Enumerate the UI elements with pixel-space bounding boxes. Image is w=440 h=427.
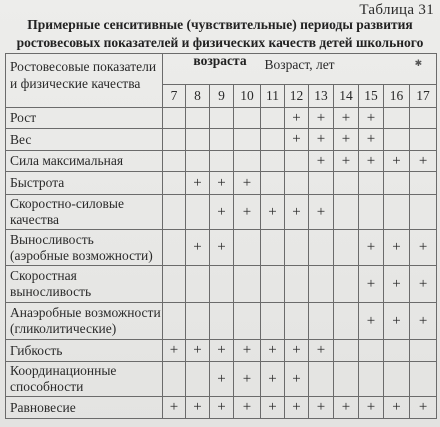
plus-mark-cell: + <box>359 108 384 129</box>
plus-mark-cell: + <box>410 303 437 340</box>
empty-cell <box>410 108 437 129</box>
empty-cell <box>285 266 309 303</box>
row-label-line: Равновесие <box>10 399 76 415</box>
plus-mark-cell: + <box>210 362 234 397</box>
age-header-cell: 9 <box>210 85 234 108</box>
plus-mark-cell: + <box>261 340 285 362</box>
empty-cell <box>163 172 186 195</box>
empty-cell <box>334 230 359 266</box>
plus-mark-cell: + <box>261 195 285 230</box>
plus-mark-cell: + <box>309 195 334 230</box>
plus-mark-cell: + <box>384 303 410 340</box>
plus-mark-cell: + <box>359 129 384 151</box>
empty-cell <box>334 362 359 397</box>
empty-cell <box>186 151 210 172</box>
empty-cell <box>309 303 334 340</box>
empty-cell <box>261 108 285 129</box>
empty-cell <box>359 195 384 230</box>
empty-cell <box>234 303 261 340</box>
age-header-cell: 7 <box>163 85 186 108</box>
plus-mark-cell: + <box>384 397 410 419</box>
row-label <box>6 397 163 419</box>
table-row <box>6 340 437 362</box>
empty-cell <box>163 108 186 129</box>
row-label <box>6 303 163 340</box>
empty-cell <box>309 230 334 266</box>
empty-cell <box>261 266 285 303</box>
plus-mark-cell: + <box>410 230 437 266</box>
empty-cell <box>384 362 410 397</box>
empty-cell <box>359 362 384 397</box>
plus-mark-cell: + <box>309 340 334 362</box>
plus-mark-cell: + <box>285 195 309 230</box>
plus-mark-cell: + <box>234 195 261 230</box>
plus-mark-cell: + <box>410 397 437 419</box>
empty-cell <box>210 108 234 129</box>
empty-cell <box>410 340 437 362</box>
plus-mark-cell: + <box>210 195 234 230</box>
empty-cell <box>309 172 334 195</box>
empty-cell <box>410 195 437 230</box>
plus-mark-cell: + <box>384 266 410 303</box>
empty-cell <box>384 108 410 129</box>
empty-cell <box>334 266 359 303</box>
row-label-line: Выносливость <box>10 231 94 247</box>
row-label <box>6 266 163 303</box>
header-label-line: и физические качества <box>10 76 141 91</box>
empty-cell <box>186 129 210 151</box>
table-row <box>6 129 437 151</box>
row-label <box>6 108 163 129</box>
empty-cell <box>285 172 309 195</box>
row-label-line: качества <box>10 212 60 227</box>
empty-cell <box>234 151 261 172</box>
empty-cell <box>334 340 359 362</box>
row-label-line: Рост <box>10 110 37 125</box>
plus-mark-cell: + <box>359 151 384 172</box>
table-row <box>6 108 437 129</box>
plus-mark-cell: + <box>261 397 285 419</box>
empty-cell <box>359 172 384 195</box>
plus-mark-cell: + <box>384 230 410 266</box>
plus-mark-cell: + <box>163 340 186 362</box>
plus-mark-cell: + <box>210 230 234 266</box>
plus-mark-cell: + <box>285 397 309 419</box>
row-label-line: (аэробные возможности) <box>10 247 153 263</box>
plus-mark-cell: + <box>334 129 359 151</box>
empty-cell <box>410 129 437 151</box>
row-label <box>6 340 163 362</box>
empty-cell <box>261 129 285 151</box>
row-label <box>6 151 163 172</box>
plus-mark-cell: + <box>163 397 186 419</box>
smudge-mark: ✱ <box>414 58 423 68</box>
empty-cell <box>285 151 309 172</box>
table-row <box>6 151 437 172</box>
row-label <box>6 195 163 230</box>
table-row <box>6 230 437 266</box>
plus-mark-cell: + <box>359 266 384 303</box>
table-row <box>6 172 437 195</box>
plus-mark-cell: + <box>261 362 285 397</box>
plus-mark-cell: + <box>210 397 234 419</box>
plus-mark-cell: + <box>234 340 261 362</box>
empty-cell <box>285 230 309 266</box>
empty-cell <box>410 362 437 397</box>
age-title-text: Возраст, лет <box>264 57 335 72</box>
row-label <box>6 230 163 266</box>
table-body <box>6 108 437 419</box>
empty-cell <box>163 195 186 230</box>
row-label-line: Сила максимальная <box>10 153 124 168</box>
plus-mark-cell: + <box>285 340 309 362</box>
plus-mark-cell: + <box>309 129 334 151</box>
empty-cell <box>309 266 334 303</box>
age-header-cell: 13 <box>309 85 334 108</box>
header-age-title <box>163 54 437 85</box>
empty-cell <box>163 129 186 151</box>
empty-cell <box>261 230 285 266</box>
table-row <box>6 362 437 397</box>
table-row <box>6 397 437 419</box>
empty-cell <box>384 129 410 151</box>
empty-cell <box>163 230 186 266</box>
title-line: Примерные сенситивные (чувствительные) периоды развития <box>27 17 413 32</box>
plus-mark-cell: + <box>285 362 309 397</box>
empty-cell <box>210 266 234 303</box>
header-parameter-column <box>6 54 163 108</box>
empty-cell <box>186 195 210 230</box>
empty-cell <box>186 303 210 340</box>
empty-cell <box>359 340 384 362</box>
row-label-line: способности <box>10 379 84 394</box>
row-label <box>6 129 163 151</box>
empty-cell <box>163 151 186 172</box>
age-header-cell: 17 <box>410 85 437 108</box>
empty-cell <box>334 303 359 340</box>
empty-cell <box>234 108 261 129</box>
row-label-line: выносливость <box>10 284 92 299</box>
empty-cell <box>261 303 285 340</box>
plus-mark-cell: + <box>384 151 410 172</box>
row-label <box>6 172 163 195</box>
table-row <box>6 303 437 340</box>
row-label-line: Гибкость <box>10 342 63 358</box>
empty-cell <box>234 129 261 151</box>
plus-mark-cell: + <box>309 108 334 129</box>
table-row <box>6 266 437 303</box>
empty-cell <box>163 303 186 340</box>
age-header-cell: 12 <box>285 85 309 108</box>
sensitive-periods-table <box>5 53 437 419</box>
plus-mark-cell: + <box>334 108 359 129</box>
header-label-line: Ростовесовые показатели <box>10 59 157 74</box>
row-label-line: (гликолитические) <box>10 321 117 336</box>
empty-cell <box>410 172 437 195</box>
age-header-cell: 16 <box>384 85 410 108</box>
age-header-cell: 14 <box>334 85 359 108</box>
empty-cell <box>234 230 261 266</box>
age-header-cell: 10 <box>234 85 261 108</box>
empty-cell <box>234 266 261 303</box>
row-label <box>6 362 163 397</box>
age-header-cell: 8 <box>186 85 210 108</box>
empty-cell <box>309 362 334 397</box>
plus-mark-cell: + <box>234 362 261 397</box>
plus-mark-cell: + <box>210 340 234 362</box>
plus-mark-cell: + <box>210 172 234 195</box>
empty-cell <box>163 362 186 397</box>
empty-cell <box>384 340 410 362</box>
plus-mark-cell: + <box>309 151 334 172</box>
empty-cell <box>384 195 410 230</box>
empty-cell <box>261 172 285 195</box>
plus-mark-cell: + <box>334 151 359 172</box>
table-number: Таблица 31 <box>359 2 434 18</box>
title-line: ростовесовых показателей и физических качеств детей школьного возраста <box>16 35 424 68</box>
empty-cell <box>210 303 234 340</box>
row-label-line: Скоростно-силовые <box>10 196 124 211</box>
empty-cell <box>186 266 210 303</box>
row-label-line: Координационные <box>10 363 117 378</box>
plus-mark-cell: + <box>334 397 359 419</box>
plus-mark-cell: + <box>309 397 334 419</box>
plus-mark-cell: + <box>234 172 261 195</box>
row-label-line: Вес <box>10 131 32 147</box>
plus-mark-cell: + <box>186 230 210 266</box>
plus-mark-cell: + <box>359 397 384 419</box>
empty-cell <box>384 172 410 195</box>
row-label-line: Анаэробные возможности <box>10 305 161 320</box>
plus-mark-cell: + <box>186 340 210 362</box>
plus-mark-cell: + <box>410 151 437 172</box>
empty-cell <box>186 362 210 397</box>
row-label-line: Скоростная <box>10 268 77 283</box>
plus-mark-cell: + <box>186 172 210 195</box>
empty-cell <box>261 151 285 172</box>
empty-cell <box>210 151 234 172</box>
empty-cell <box>163 266 186 303</box>
plus-mark-cell: + <box>410 266 437 303</box>
age-header-cell: 11 <box>261 85 285 108</box>
row-label-line: Быстрота <box>10 175 65 190</box>
plus-mark-cell: + <box>359 230 384 266</box>
empty-cell <box>186 108 210 129</box>
empty-cell <box>334 172 359 195</box>
age-header-cell: 15 <box>359 85 384 108</box>
empty-cell <box>210 129 234 151</box>
empty-cell <box>285 303 309 340</box>
plus-mark-cell: + <box>285 129 309 151</box>
plus-mark-cell: + <box>359 303 384 340</box>
plus-mark-cell: + <box>285 108 309 129</box>
plus-mark-cell: + <box>234 397 261 419</box>
table-row <box>6 195 437 230</box>
empty-cell <box>334 195 359 230</box>
plus-mark-cell: + <box>186 397 210 419</box>
